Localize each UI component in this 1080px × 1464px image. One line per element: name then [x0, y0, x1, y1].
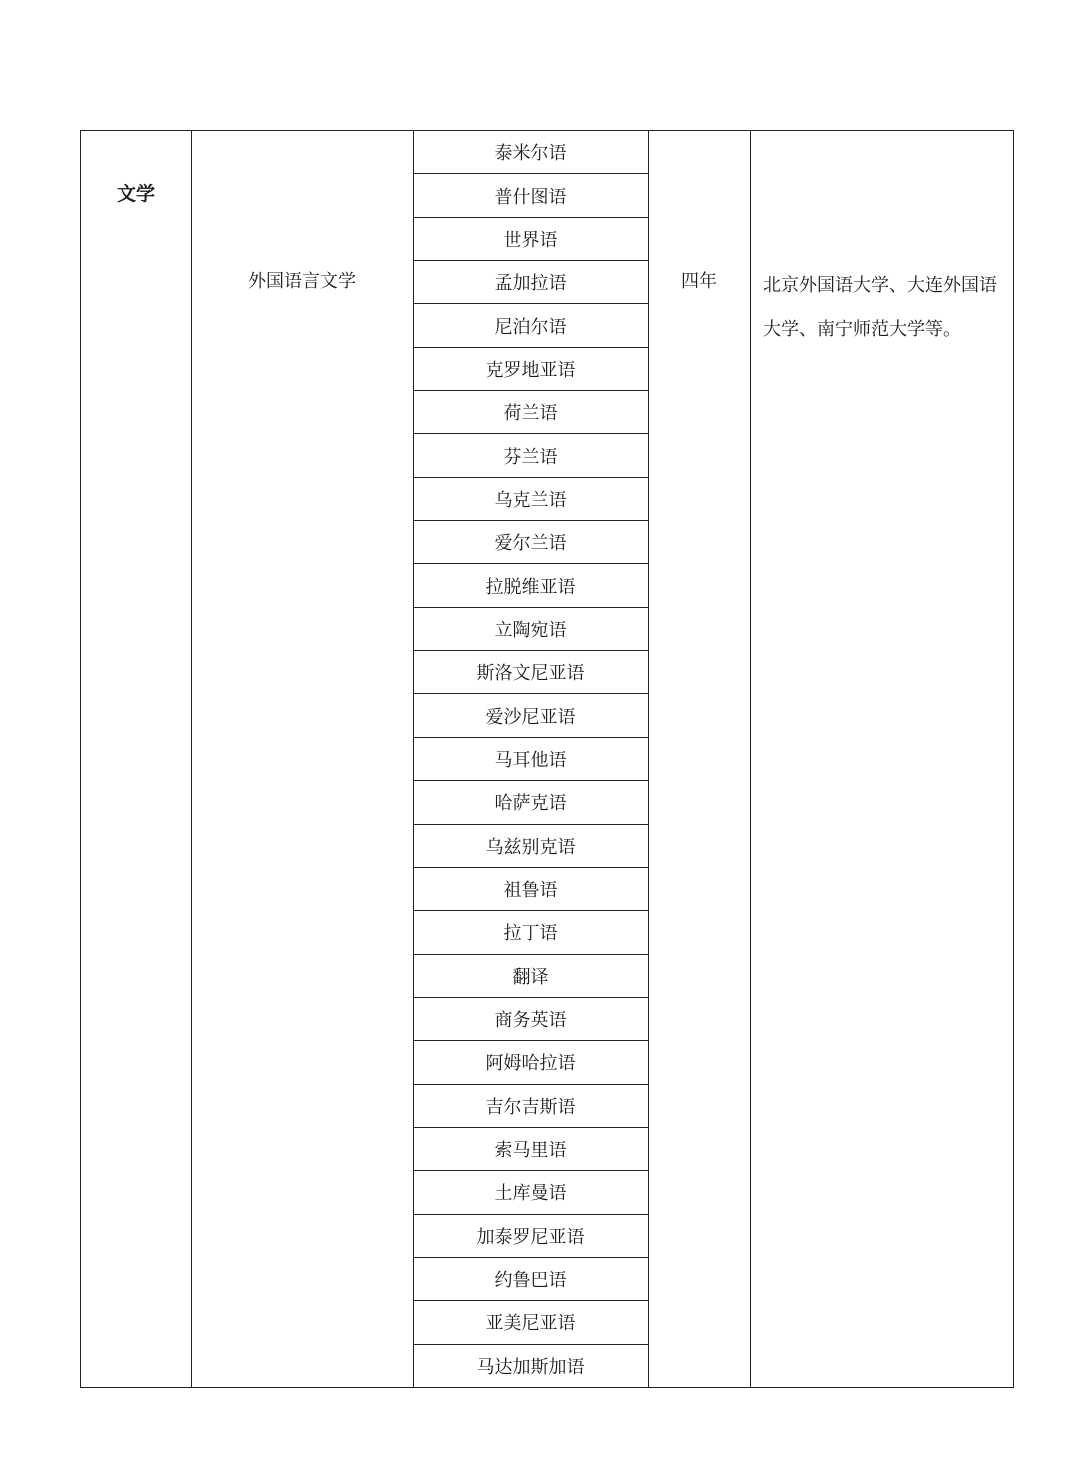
language-row: 亚美尼亚语	[413, 1301, 648, 1344]
column-divider-4	[750, 131, 751, 1387]
language-row: 土库曼语	[413, 1171, 648, 1214]
language-list	[413, 131, 648, 1387]
category-cell: 文学	[116, 183, 155, 205]
language-row: 乌克兰语	[413, 478, 648, 521]
schools-cell: 北京外国语大学、大连外国语大学、南宁师范大学等。	[763, 275, 997, 340]
language-row: 索马里语	[413, 1128, 648, 1171]
language-row: 尼泊尔语	[413, 304, 648, 347]
column-divider-1	[191, 131, 192, 1387]
language-row: 约鲁巴语	[413, 1258, 648, 1301]
majors-table	[80, 130, 1014, 1388]
language-row: 乌兹别克语	[413, 825, 648, 868]
language-row: 普什图语	[413, 174, 648, 217]
language-row: 泰米尔语	[413, 131, 648, 174]
language-row: 拉脱维亚语	[413, 564, 648, 607]
language-row: 翻译	[413, 955, 648, 998]
language-row: 吉尔吉斯语	[413, 1085, 648, 1128]
language-row: 商务英语	[413, 998, 648, 1041]
language-row: 爱沙尼亚语	[413, 694, 648, 737]
language-row: 孟加拉语	[413, 261, 648, 304]
language-row: 荷兰语	[413, 391, 648, 434]
language-row: 斯洛文尼亚语	[413, 651, 648, 694]
language-row: 世界语	[413, 218, 648, 261]
duration-cell: 四年	[681, 271, 717, 292]
column-divider-3	[648, 131, 649, 1387]
language-row: 阿姆哈拉语	[413, 1041, 648, 1084]
language-row: 芬兰语	[413, 434, 648, 477]
language-row: 爱尔兰语	[413, 521, 648, 564]
language-row: 哈萨克语	[413, 781, 648, 824]
language-row: 加泰罗尼亚语	[413, 1215, 648, 1258]
language-row: 马耳他语	[413, 738, 648, 781]
language-row: 克罗地亚语	[413, 348, 648, 391]
language-row: 马达加斯加语	[476, 1356, 585, 1378]
major-class-cell: 外国语言文学	[248, 271, 356, 292]
language-row: 祖鲁语	[413, 868, 648, 911]
language-row: 立陶宛语	[413, 608, 648, 651]
language-row: 拉丁语	[413, 911, 648, 954]
